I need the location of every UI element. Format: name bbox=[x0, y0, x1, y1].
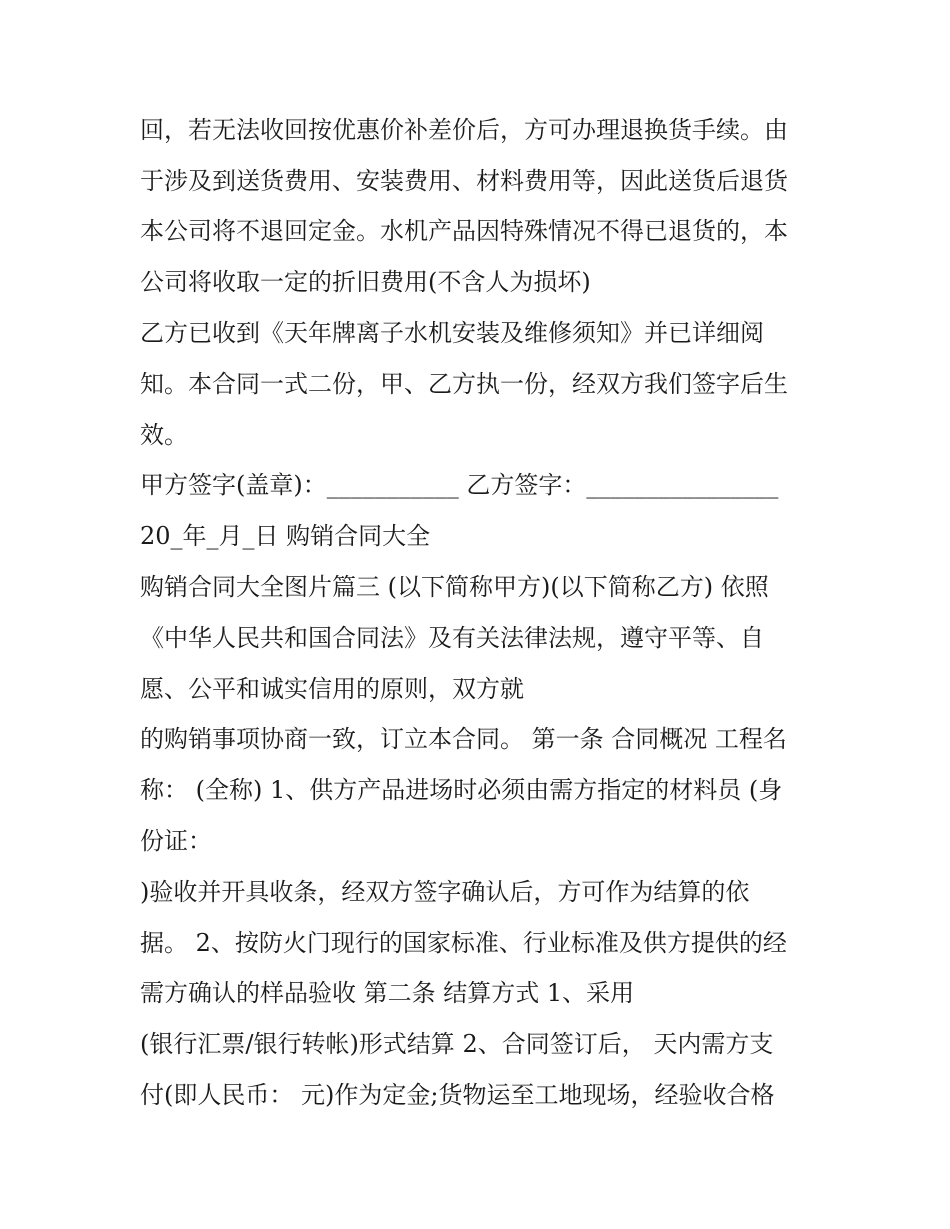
text-line: (银行汇票/银行转帐)形式结算 2、合同签订后， 天内需方支 bbox=[140, 1030, 774, 1058]
text-line: 据。 2、按防火门现行的国家标准、行业标准及供方提供的经 bbox=[140, 929, 787, 957]
text-line: )验收并开具收条，经双方签字确认后，方可作为结算的依 bbox=[140, 878, 750, 906]
text-line: 需方确认的样品验收 第二条 结算方式 1、采用 bbox=[140, 979, 635, 1007]
date-line: 20_年_月_日 购销合同大全 bbox=[140, 522, 431, 550]
text-line: 乙方已收到《天年牌离子水机安装及维修须知》并已详细阅 bbox=[140, 319, 764, 347]
text-line: 购销合同大全图片篇三 (以下简称甲方)(以下简称乙方) 依照 bbox=[140, 573, 769, 601]
text-line: 付(即人民币： 元)作为定金;货物运至工地现场，经验收合格 bbox=[140, 1081, 775, 1109]
text-line: 《中华人民共和国合同法》及有关法律法规，遵守平等、自 bbox=[140, 624, 764, 652]
signature-line: 甲方签字(盖章)：___________ 乙方签字：________________ bbox=[140, 471, 779, 499]
text-line: 公司将收取一定的折旧费用(不含人为损坏) bbox=[140, 268, 591, 296]
text-line: 回，若无法收回按优惠价补差价后，方可办理退换货手续。由 bbox=[140, 116, 788, 144]
text-line: 效。 bbox=[140, 421, 188, 449]
text-line: 份证： bbox=[140, 827, 212, 855]
text-line: 称： (全称) 1、供方产品进场时必须由需方指定的材料员 (身 bbox=[140, 776, 783, 804]
text-line: 知。本合同一式二份，甲、乙方执一份，经双方我们签字后生 bbox=[140, 370, 788, 398]
text-line: 愿、公平和诚实信用的原则，双方就 bbox=[140, 675, 524, 703]
text-line: 的购销事项协商一致，订立本合同。 第一条 合同概况 工程名 bbox=[140, 725, 787, 753]
text-line: 本公司将不退回定金。水机产品因特殊情况不得已退货的，本 bbox=[140, 217, 788, 245]
text-line: 于涉及到送货费用、安装费用、材料费用等，因此送货后退货 bbox=[140, 167, 788, 195]
